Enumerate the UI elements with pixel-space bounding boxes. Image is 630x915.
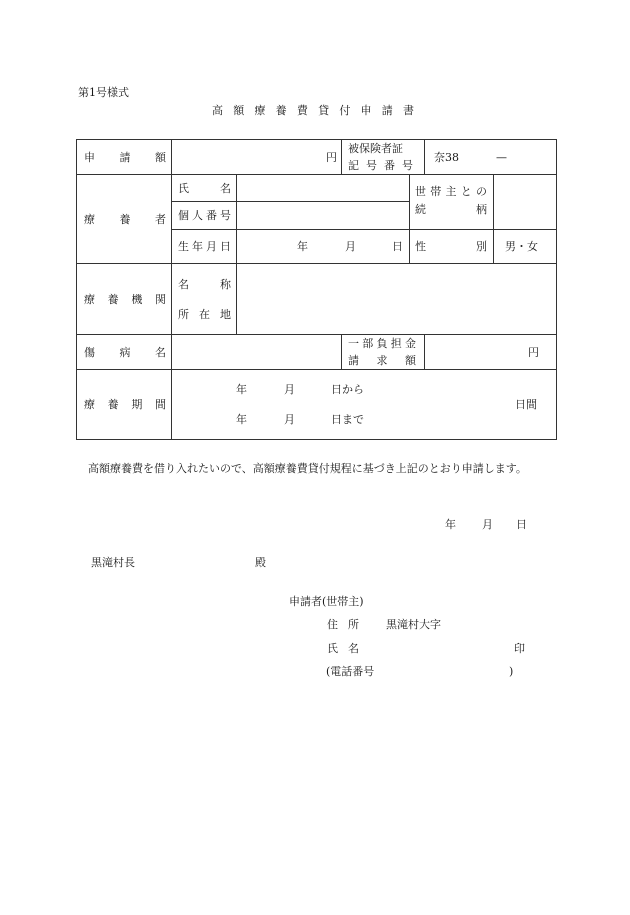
form-number: 第1号様式 [78, 86, 129, 99]
sex-choice[interactable]: 男・女 [505, 240, 538, 253]
period-to-day: 日まで [331, 413, 364, 426]
applicant-address-value[interactable]: 黒滝村大字 [386, 618, 441, 631]
applicant-name-field[interactable] [370, 640, 510, 656]
institution-name-label: 名 称 [178, 278, 231, 291]
birthdate-field[interactable] [237, 230, 408, 263]
insurance-card-label-line1: 被保険者証 [348, 142, 403, 155]
applicant-address-label: 住 所 [327, 618, 359, 631]
date-month: 月 [482, 518, 493, 531]
application-amount-field[interactable] [172, 140, 340, 174]
birth-year-unit: 年 [297, 240, 308, 253]
disease-name-field[interactable] [172, 335, 340, 369]
addressee-name: 黒滝村長 [91, 556, 135, 569]
institution-label: 療 養 機 関 [84, 293, 166, 306]
period-from-year: 年 [236, 383, 247, 396]
period-label: 療 養 期 間 [84, 398, 166, 411]
period-from-day: 日から [331, 383, 364, 396]
patient-name-label: 氏 名 [178, 182, 231, 195]
period-to-year: 年 [236, 413, 247, 426]
partial-payment-unit: 円 [528, 346, 539, 359]
title-char: 請 [381, 104, 393, 117]
birthdate-label: 生 年 月 日 [178, 240, 231, 253]
personal-number-label: 個 人 番 号 [178, 209, 231, 222]
partial-payment-label-line1: 一 部 負 担 金 [348, 337, 416, 350]
patient-name-field[interactable] [237, 175, 408, 201]
title-char: 書 [402, 104, 414, 117]
applicant-phone-open: (電話番号 [326, 665, 375, 678]
birth-day-unit: 日 [392, 240, 403, 253]
date-day: 日 [516, 518, 527, 531]
title-char: 高 [212, 104, 223, 117]
applicant-heading: 申請者(世帯主) [289, 595, 364, 608]
head-relation-label-line2: 続 柄 [415, 203, 487, 216]
title-char: 申 [360, 104, 372, 117]
head-relation-label-line1: 世 帯 主 と の [415, 185, 487, 198]
title-char: 貸 [318, 104, 330, 117]
personal-number-field[interactable] [237, 202, 408, 229]
patient-label: 療 養 者 [84, 213, 166, 226]
application-statement: 高額療養費を借り入れたいので、高額療養費貸付規程に基づき上記のとおり申請します。 [88, 462, 527, 475]
date-year: 年 [445, 518, 456, 531]
period-field[interactable] [172, 370, 556, 439]
institution-field[interactable] [237, 264, 556, 334]
sex-label: 性 別 [415, 240, 487, 253]
applicant-name-label: 氏 名 [327, 642, 359, 655]
head-relation-field[interactable] [494, 175, 556, 229]
title-char: 養 [275, 104, 287, 117]
period-to-month: 月 [284, 413, 295, 426]
partial-payment-label-line2: 請 求 額 [348, 354, 416, 367]
birth-month-unit: 月 [345, 240, 356, 253]
addressee-honorific: 殿 [255, 556, 266, 569]
seal-mark: 印 [514, 642, 525, 655]
institution-address-label: 所 在 地 [178, 308, 231, 321]
period-from-month: 月 [284, 383, 295, 396]
disease-label: 傷 病 名 [84, 346, 166, 359]
period-days-unit: 日間 [515, 398, 537, 411]
insurance-card-value: 奈38 [434, 151, 459, 164]
insurance-card-dash: — [496, 151, 507, 164]
applicant-phone-field[interactable] [385, 663, 507, 679]
form-title [212, 105, 414, 116]
application-amount-unit: 円 [326, 151, 337, 164]
title-char: 費 [296, 104, 308, 117]
applicant-phone-close: ) [509, 665, 514, 678]
title-char: 療 [254, 104, 266, 117]
insurance-card-label-line2: 記 号 番 号 [348, 159, 413, 172]
title-char: 付 [339, 104, 351, 117]
application-amount-label: 申 請 額 [84, 151, 166, 164]
title-char: 額 [233, 104, 245, 117]
